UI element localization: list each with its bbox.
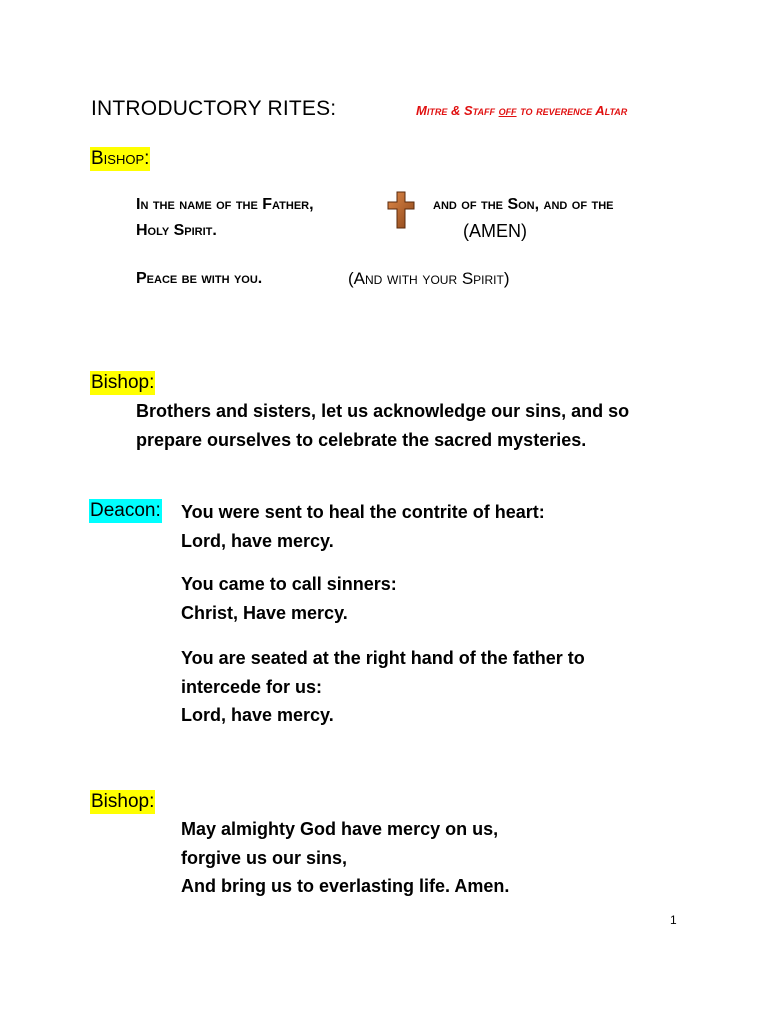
rubric-instruction xyxy=(416,103,627,118)
rubric-text-before: Mitre & Staff xyxy=(416,103,499,118)
invocation-line-2-left: Holy Spirit. xyxy=(136,222,217,239)
speaker-label-bishop-3: Bishop: xyxy=(91,791,155,812)
absolution-line: And bring us to everlasting life. Amen. xyxy=(181,876,510,896)
speaker-label-bishop-1: Bishop: xyxy=(91,148,150,169)
speaker-label-bishop-2: Bishop: xyxy=(91,372,155,393)
litany-response: Christ, Have mercy. xyxy=(181,603,348,623)
litany-response: Lord, have mercy. xyxy=(181,705,334,725)
litany-line: You came to call sinners: xyxy=(181,574,397,594)
litany-line: You were sent to heal the contrite of heart: xyxy=(181,502,545,522)
litany-line: You are seated at the right hand of the father to xyxy=(181,648,585,668)
speaker-label-deacon: Deacon: xyxy=(90,500,161,521)
prayer-line: Brothers and sisters, let us acknowledge our sins, and so xyxy=(136,401,630,421)
page-title: INTRODUCTORY RITES: xyxy=(91,97,337,120)
absolution-line: May almighty God have mercy on us, xyxy=(181,819,499,839)
invocation-line-1-right: and of the Son, and of the xyxy=(433,196,614,213)
prayer-line: prepare ourselves to celebrate the sacred mysteries. xyxy=(136,430,587,450)
rubric-text-off: off xyxy=(498,103,517,118)
litany-response: Lord, have mercy. xyxy=(181,531,334,551)
litany-line: intercede for us: xyxy=(181,677,323,697)
greeting-line: Peace be with you. xyxy=(136,270,263,287)
page-number: 1 xyxy=(670,913,677,927)
cross-icon xyxy=(387,191,415,229)
response-amen: (AMEN) xyxy=(463,221,527,241)
response-greeting: (And with your Spirit) xyxy=(348,269,510,288)
absolution-line: forgive us our sins, xyxy=(181,848,348,868)
invocation-line-1-left: In the name of the Father, xyxy=(136,196,314,213)
rubric-text-after: to reverence Altar xyxy=(516,103,628,118)
